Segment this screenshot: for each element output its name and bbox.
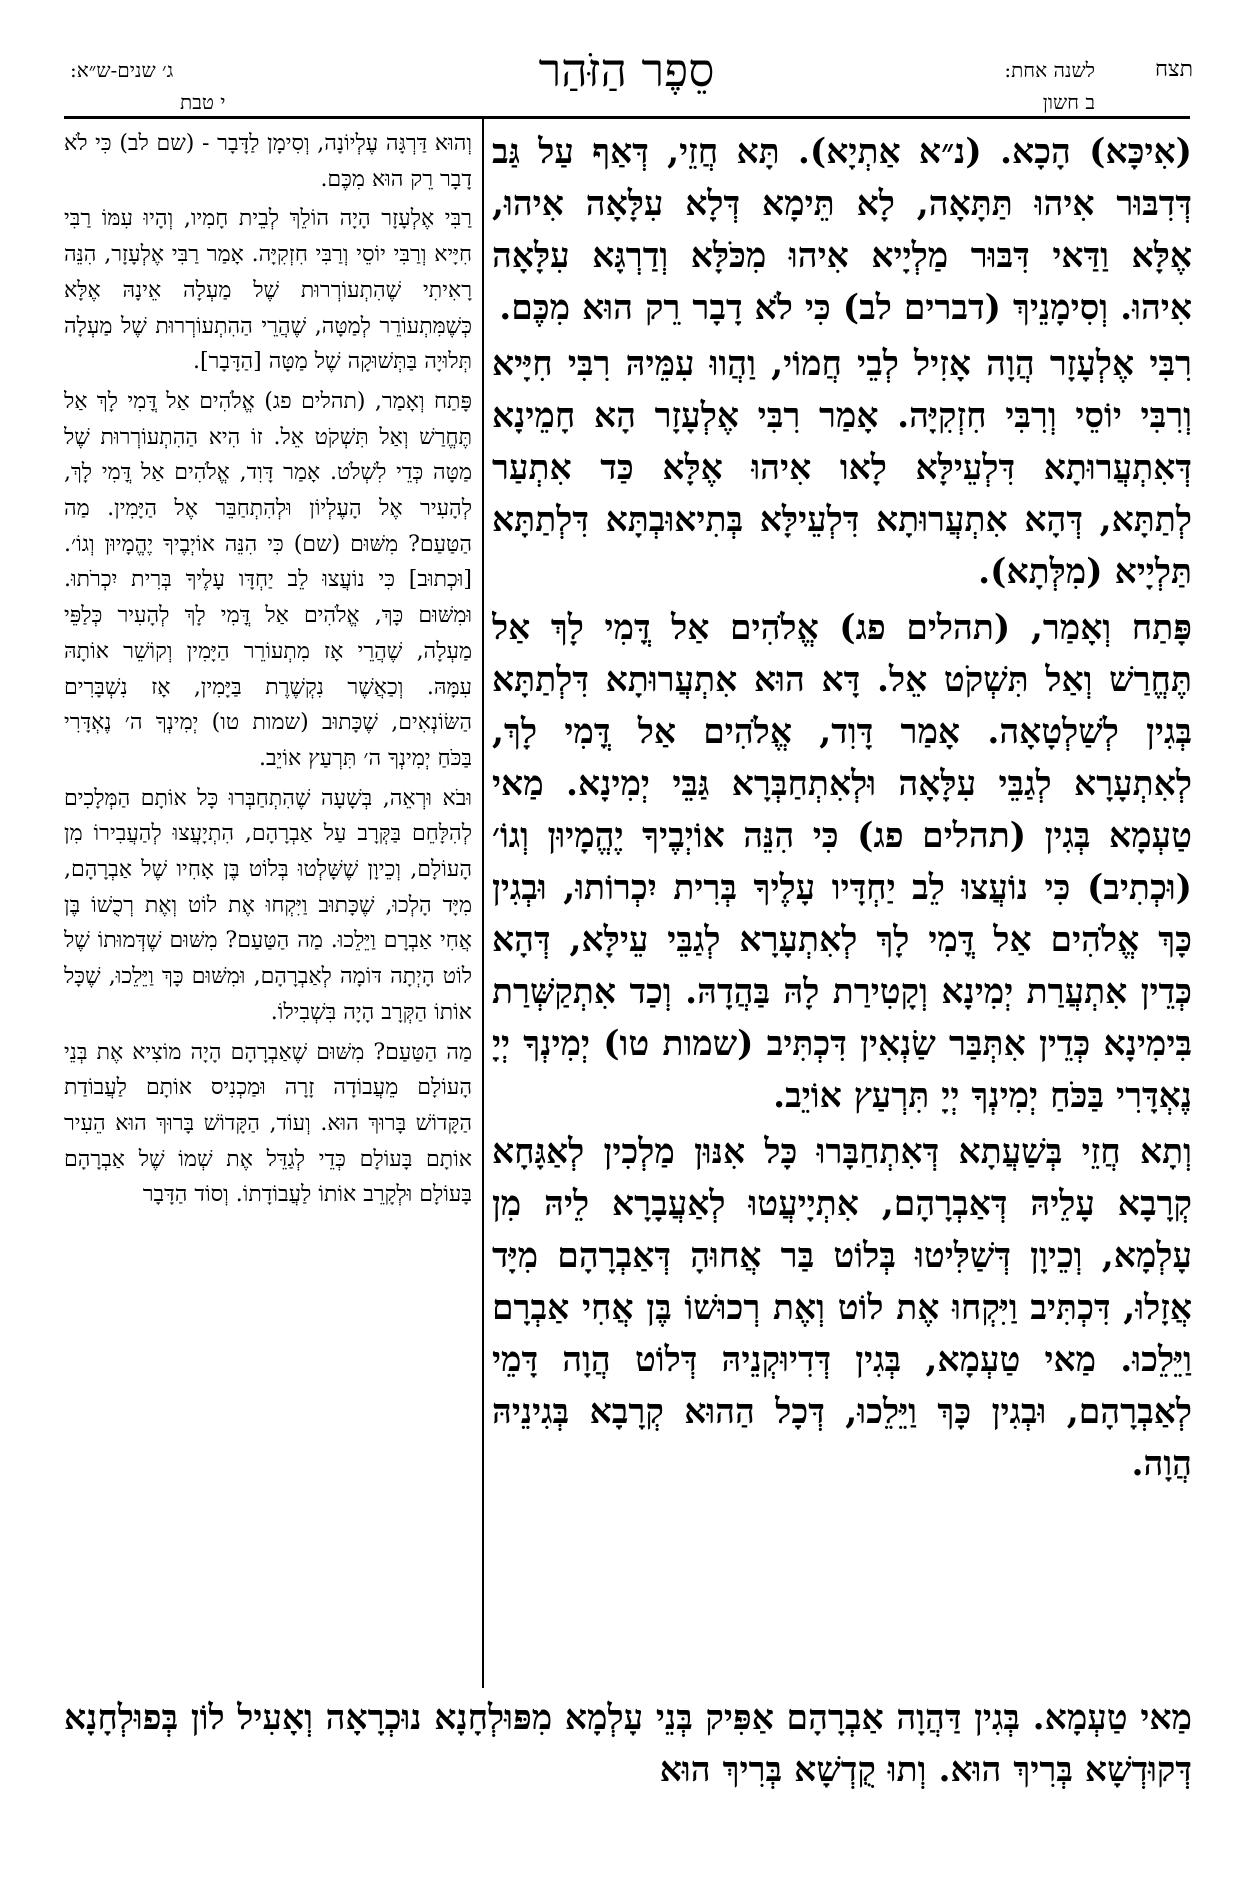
column-divider xyxy=(482,118,484,1688)
hebrew-translation-column xyxy=(64,126,472,1692)
book-title: סֵפֶר הַזֹּהַר xyxy=(538,43,715,97)
main-paragraph: פָּתַח וְאָמַר, (תהלים פג) אֱלֹהִים אַל דֳּמִי לָךְ אַל תֶּחֱרַשׁ וְאַל תִּשְׁקֹט אֵל. דָּא הוּא אִתְעֲרוּתָא דִּלְתַתָּא בְּגִין לְשַׁלְטָאָה. אָמַר דָּוִד, אֱלֹהִים אַל דֳּמִי לָךְ, לְאִתְעָרָא לְגַבֵּי עִלָּאָה וּלְאִתְחַבְּרָא גַּבֵּי יְמִינָא. מַאי טַעְמָא בְּגִין (תהלים פג) כִּי הִנֵּה אוֹיְבֶיךָ יֶהֱמָיוּן וְגוֹ׳ (וּכְתִיב) כִּי נוֹעֲצוּ לֵב יַחְדָּיו עָלֶיךָ בְּרִית יִכְרוֹתוּ, וּבְגִין כָּךְ אֱלֹהִים אַל דֳּמִי לָךְ לְאִתְעָרָא לְגַבֵּי עֵילָּא, דְּהָא כְּדֵין אִתְעֲרַת יְמִינָא וְקָטִירַת לָהּ בַּהֲדָהּ. וְכַד אִתְקַשְּׁרַת בִּימִינָא כְּדֵין אִתְּבַּר שַׂנְאִין דִּכְתִּיב (שמות טו) יְמִינְךָ יְיָ נֶאְדָּרִי בַּכֹּחַ יְמִינְךָ יְיָ תִּרְעַץ אוֹיֵב. xyxy=(492,608,1192,1116)
side-paragraph: מַה הַטַּעַם? מִשּׁוּם שֶׁאַבְרָהָם הָיָה מוֹצִיא אֶת בְּנֵי הָעוֹלָם מֵעֲבוֹדָה זָרָה וּמַכְנִיס אוֹתָם לַעֲבוֹדַת הַקָּדוֹשׁ בָּרוּךְ הוּא. וְעוֹד, הַקָּדוֹשׁ בָּרוּךְ הוּא הֵעִיר אוֹתָם בָּעוֹלָם כְּדֵי לְגַדֵּל אֶת שְׁמוֹ שֶׁל אַבְרָהָם בָּעוֹלָם וּלְקָרֵב אוֹתוֹ לַעֲבוֹדָתוֹ. וְסוֹד הַדָּבָר xyxy=(64,1039,472,1208)
study-cycle-label: לשנה אחת: xyxy=(1004,58,1095,82)
side-paragraph: רַבִּי אֶלְעָזָר הָיָה הוֹלֵךְ לְבֵית חָמִיו, וְהָיוּ עִמּוֹ רַבִּי חִיָּיא וְרַבִּי יוֹסֵי וְרַבִּי חִזְקִיָּה. אָמַר רַבִּי אֶלְעָזָר, הִנֵּה רָאִיתִי שֶׁהִתְעוֹרְרוּת שֶׁל מַעְלָה אֵינָהּ אֶלָּא כְּשֶׁמִּתְעוֹרֵר לְמַטָּה, שֶׁהֲרֵי הַהִתְעוֹרְרוּת שֶׁל מַעְלָה תְּלוּיָה בַּתְּשׁוּקָה שֶׁל מַטָּה [הַדָּבָר]. xyxy=(64,206,472,375)
main-paragraph: (אִיכָּא) הָכָא. (נ״א אַתְיָא). תָּא חֲזֵי, דְּאַף עַל גַּב דְּדִבּוּר אִיהוּ תַּתָּאָה, לָא תֵּימָא דְּלָא עִלָּאָה אִיהוּ, אֶלָּא וַדַּאי דִּבּוּר מַלְיָיא אִיהוּ מִכֹּלָּא וְדַרְגָּא עִלָּאָה אִיהוּ. וְסִימָנֵיךְ (דברים לב) כִּי לֹא דָבָר רֵק הוּא מִכֶּם. xyxy=(492,132,1192,328)
header-rule xyxy=(64,116,1190,119)
study-cycle-right-label: ג׳ שנים-ש״א: xyxy=(70,58,174,82)
main-paragraph: רִבִּי אֶלְעָזָר הֲוָה אָזִיל לְבֵי חֲמוֹי, וַהֲווּ עִמֵּיהּ רִבִּי חִיָּיא וְרִבִּי יוֹסֵי וְרִבִּי חִזְקִיָּה. אָמַר רִבִּי אֶלְעָזָר הָא חָמֵינָא דְּאִתְעֲרוּתָא דִּלְעֵילָּא לָאו אִיהוּ אֶלָּא כַּד אִתְעַר לְתַתָּא, דְּהָא אִתְעֲרוּתָא דִּלְעֵילָּא בְּתִיאוּבְתָּא דִּלְתַתָּא תַּלְיָיא (מִלְּתָא). xyxy=(492,344,1192,592)
study-cycle-date: ב חשון xyxy=(1042,90,1095,114)
page-folio: תצח xyxy=(1155,57,1193,82)
full-width-paragraph: מַאי טַעְמָא. בְּגִין דַּהֲוָה אַבְרָהָם אַפִּיק בְּנֵי עָלְמָא מִפּוּלְחָנָא נוּכְרָאָה וְאָעִיל לוֹן בְּפוּלְחָנָא דְּקוּדְשָׁא בְּרִיךְ הוּא. וְתוּ קֻדְשָׁא בְּרִיךְ הוּא xyxy=(64,1698,1192,1790)
side-paragraph: פָּתַח וְאָמַר, (תהלים פג) אֱלֹהִים אַל דֳּמִי לָךְ אַל תֶּחֱרַשׁ וְאַל תִּשְׁקֹט אֵל. זוֹ הִיא הַהִתְעוֹרְרוּת שֶׁל מַטָּה כְּדֵי לִשְׁלֹט. אָמַר דָּוִד, אֱלֹהִים אַל דֳּמִי לָךְ, לְהָעִיר אֶל הָעֶלְיוֹן וּלְהִתְחַבֵּר אֶל הַיָּמִין. מַה הַטַּעַם? מִשּׁוּם (שם) כִּי הִנֵּה אוֹיְבֶיךָ יֶהֱמָיוּן וְגוֹ׳. [וּכְתוּב] כִּי נוֹעֲצוּ לֵב יַחְדָּו עָלֶיךָ בְּרִית יִכְרֹתוּ. וּמִשּׁוּם כָּךְ, אֱלֹהִים אַל דֳּמִי לָךְ לְהָעִיר כְּלַפֵּי מַעְלָה, שֶׁהֲרֵי אָז מִתְעוֹרֵר הַיָּמִין וְקוֹשֵׁר אוֹתָהּ עִמָּהּ. וְכַאֲשֶׁר נִקְשֶׁרֶת בַּיָּמִין, אָז נִשְׁבָּרִים הַשּׂוֹנְאִים, שֶׁכָּתוּב (שמות טו) יְמִינְךָ ה׳ נֶאְדָּרִי בַּכֹּחַ יְמִינְךָ ה׳ תִּרְעַץ אוֹיֵב. xyxy=(64,388,472,771)
side-paragraph: וּבֹא וּרְאֵה, בְּשָׁעָה שֶׁהִתְחַבְּרוּ כָּל אוֹתָם הַמְּלָכִים לְהִלָּחֵם בַּקְּרָב עַל אַבְרָהָם, הִתְיָעֲצוּ לְהַעֲבִירוֹ מִן הָעוֹלָם, וְכֵיוָן שֶׁשָּׁלְטוּ בְּלוֹט בֶּן אָחִיו שֶׁל אַבְרָהָם, מִיָּד הָלְכוּ, שֶׁכָּתוּב וַיִּקְחוּ אֶת לוֹט וְאֶת רְכֻשׁוֹ בֶּן אֲחִי אַבְרָם וַיֵּלֵכוּ. מַה הַטַּעַם? מִשּׁוּם שֶׁדְּמוּתוֹ שֶׁל לוֹט הָיְתָה דּוֹמָה לְאַבְרָהָם, וּמִשּׁוּם כָּךְ וַיֵּלֵכוּ, שֶׁכָּל אוֹתוֹ הַקְּרָב הָיָה בִּשְׁבִילוֹ. xyxy=(64,785,472,1025)
study-cycle-right-date: י טבת xyxy=(180,90,226,114)
aramaic-column xyxy=(492,126,1192,1692)
side-paragraph: וְהוּא דַּרְגָּה עֶלְיוֹנָה, וְסִימָן לַדָּבָר - (שם לב) כִּי לֹא דָבָר רֵק הוּא מִכֶּם. xyxy=(64,131,472,192)
main-paragraph: וְתָא חֲזֵי בְּשַׁעֲתָא דְּאִתְחַבָּרוּ כָּל אִנּוּן מַלְכִין לְאַגָּחָא קְרָבָא עָלֵיהּ דְּאַבְרָהָם, אִתְיָיעֲטוּ לְאַעֲבָרָא לֵיהּ מִן עָלְמָא, וְכֵיוָן דְּשַׁלִּיטוּ בְּלוֹט בַּר אֲחוּהָ דְּאַבְרָהָם מִיָּד אֲזָלוּ, דִּכְתִּיב וַיִּקְחוּ אֶת לוֹט וְאֶת רְכוּשׁוֹ בֶּן אֲחִי אַבְרָם וַיֵּלֵכוּ. מַאי טַעְמָא, בְּגִין דְּדִיוּקְנֵיהּ דְּלוֹט הֲוָה דָּמֵי לְאַבְרָהָם, וּבְגִין כָּךְ וַיֵּלֵכוּ, דְּכָל הַהוּא קְרָבָא בְּגִינֵיהּ הֲוָה. xyxy=(492,1132,1192,1484)
